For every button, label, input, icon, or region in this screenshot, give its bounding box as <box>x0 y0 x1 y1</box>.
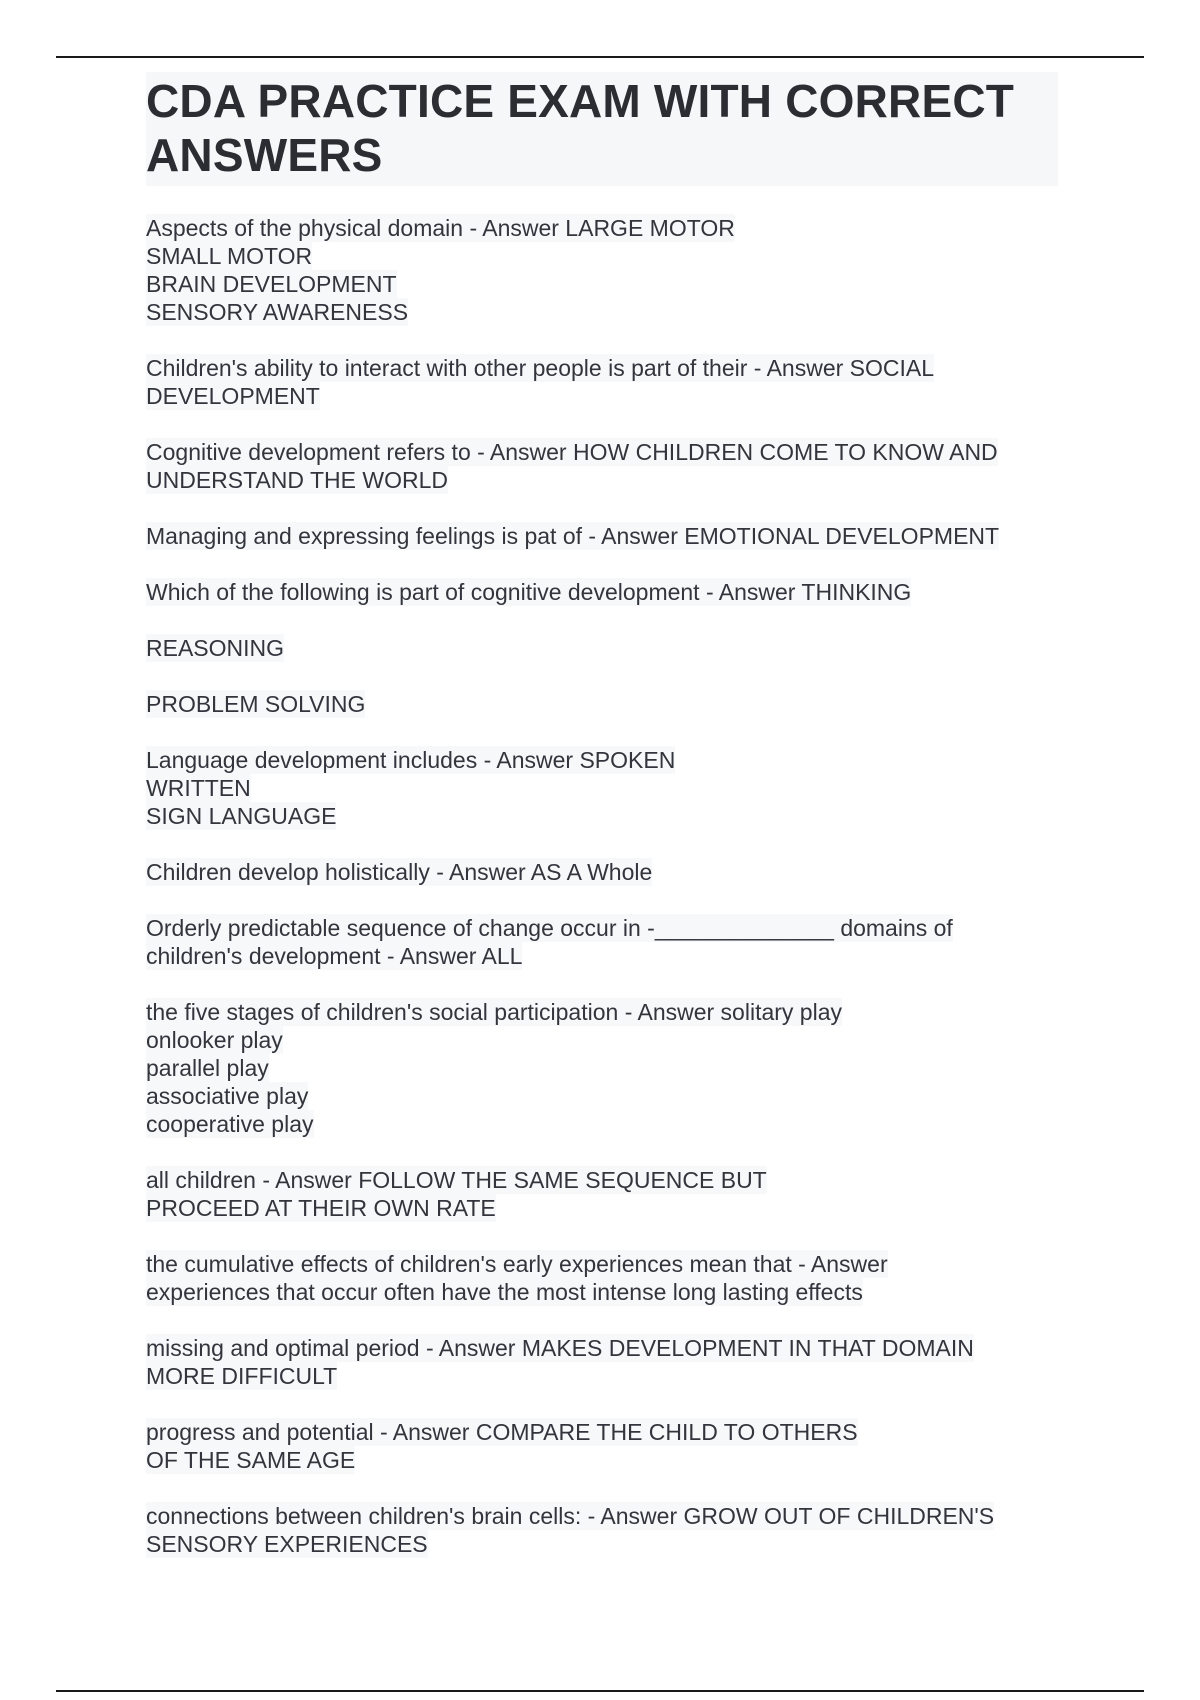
qa-item <box>146 1502 1056 1558</box>
top-rule <box>56 56 1144 58</box>
qa-line: BRAIN DEVELOPMENT <box>146 271 397 297</box>
qa-line: children's development - Answer ALL <box>146 943 523 969</box>
qa-line: Cognitive development refers to - Answer HOW CHILDREN COME TO KNOW AND <box>146 439 998 465</box>
qa-line: PROBLEM SOLVING <box>146 691 366 717</box>
qa-line: WRITTEN <box>146 775 251 801</box>
qa-line: the five stages of children's social participation - Answer solitary play <box>146 999 842 1025</box>
qa-item <box>146 690 1056 718</box>
qa-item <box>146 354 1056 410</box>
qa-line: Children develop holistically - Answer AS A Whole <box>146 859 653 885</box>
document-title: CDA PRACTICE EXAM WITH CORRECT ANSWERS <box>146 75 1015 181</box>
qa-line: SIGN LANGUAGE <box>146 803 337 829</box>
qa-line: Orderly predictable sequence of change occur in -______________ domains of <box>146 915 953 941</box>
qa-line: SENSORY EXPERIENCES <box>146 1531 428 1557</box>
qa-item <box>146 634 1056 662</box>
qa-line: PROCEED AT THEIR OWN RATE <box>146 1195 496 1221</box>
qa-line: experiences that occur often have the most intense long lasting effects <box>146 1279 863 1305</box>
qa-line: Aspects of the physical domain - Answer LARGE MOTOR <box>146 215 735 241</box>
qa-line: MORE DIFFICULT <box>146 1363 338 1389</box>
qa-line: Language development includes - Answer SPOKEN <box>146 747 676 773</box>
qa-line: DEVELOPMENT <box>146 383 320 409</box>
qa-line: Children's ability to interact with other people is part of their - Answer SOCIAL <box>146 355 935 381</box>
qa-line: REASONING <box>146 635 285 661</box>
qa-line: the cumulative effects of children's early experiences mean that - Answer <box>146 1251 888 1277</box>
qa-item <box>146 438 1056 494</box>
qa-line: progress and potential - Answer COMPARE THE CHILD TO OTHERS <box>146 1419 858 1445</box>
qa-list <box>146 214 1056 1558</box>
qa-line: connections between children's brain cells: - Answer GROW OUT OF CHILDREN'S <box>146 1503 995 1529</box>
qa-line: cooperative play <box>146 1111 314 1137</box>
qa-item <box>146 1250 1056 1306</box>
qa-line: all children - Answer FOLLOW THE SAME SEQUENCE BUT <box>146 1167 767 1193</box>
qa-line: SENSORY AWARENESS <box>146 299 409 325</box>
qa-line: associative play <box>146 1083 309 1109</box>
qa-item <box>146 998 1056 1138</box>
qa-line: missing and optimal period - Answer MAKES DEVELOPMENT IN THAT DOMAIN <box>146 1335 974 1361</box>
qa-item <box>146 746 1056 830</box>
qa-item <box>146 1334 1056 1390</box>
qa-item <box>146 914 1056 970</box>
qa-line: UNDERSTAND THE WORLD <box>146 467 448 493</box>
qa-item <box>146 1166 1056 1222</box>
qa-item <box>146 522 1056 550</box>
qa-line: Managing and expressing feelings is pat of - Answer EMOTIONAL DEVELOPMENT <box>146 523 1000 549</box>
title-block <box>146 72 1058 186</box>
qa-line: OF THE SAME AGE <box>146 1447 356 1473</box>
qa-line: SMALL MOTOR <box>146 243 313 269</box>
document-body <box>146 72 1056 1586</box>
qa-line: Which of the following is part of cognitive development - Answer THINKING <box>146 579 912 605</box>
qa-item <box>146 858 1056 886</box>
bottom-rule <box>56 1690 1144 1692</box>
qa-line: onlooker play <box>146 1027 283 1053</box>
qa-line: parallel play <box>146 1055 269 1081</box>
qa-item <box>146 214 1056 326</box>
qa-item <box>146 1418 1056 1474</box>
qa-item <box>146 578 1056 606</box>
